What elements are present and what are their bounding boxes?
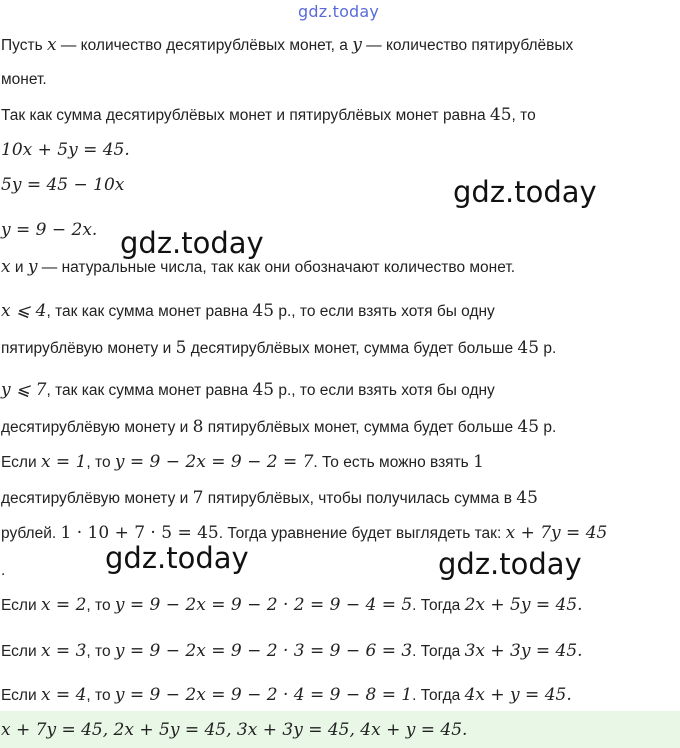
solution-line-8 [1, 300, 495, 323]
solution-line-11 [1, 416, 556, 439]
text: рублей. [1, 525, 61, 542]
math-expression: 1 · 10 + 7 · 5 = 45 [60, 523, 219, 543]
math-number: 45 [252, 380, 275, 400]
math-x: x [1, 257, 11, 277]
text: р., то если взять хотя бы одну [274, 303, 495, 320]
math-number: 45 [517, 338, 540, 358]
math-number: 8 [192, 417, 204, 437]
text: . Тогда уравнение будет выглядеть так: [218, 525, 506, 542]
math-equation: 5y = 45 − 10x [1, 175, 125, 195]
answer-line [1, 719, 467, 742]
text: р. [539, 340, 557, 357]
math-x: x [46, 35, 57, 55]
text: . Тогда [412, 597, 465, 614]
answer-highlight [0, 711, 680, 748]
math-expression: y = 9 − 2x = 9 − 2 · 4 = 9 − 8 = 1 [114, 685, 413, 705]
math-equation: 3x + 3y = 45. [464, 641, 583, 661]
equation-1 [1, 139, 130, 162]
text: , так как сумма монет равна [46, 382, 253, 399]
text: , то [86, 454, 115, 471]
math-answer: x + 7y = 45, 2x + 5y = 45, 3x + 3y = 45, 4x + y = 45. [1, 720, 468, 740]
text: , то [86, 597, 115, 614]
text: , то [86, 643, 115, 660]
math-number: 45 [252, 301, 275, 321]
equation-3 [1, 219, 97, 242]
math-number: 45 [516, 488, 538, 508]
text: десятирублёвых монет, сумма будет больше [186, 340, 518, 357]
text: Если [1, 687, 41, 704]
solution-line-12 [1, 451, 484, 474]
text: , то [86, 687, 115, 704]
text: Если [1, 643, 41, 660]
text: , то [511, 107, 536, 124]
text: Пусть [1, 37, 47, 54]
math-expression: x = 1 [40, 452, 87, 472]
solution-line-14 [1, 522, 607, 545]
text: десятирублёвую монету и [1, 419, 193, 436]
math-expression: x = 3 [40, 641, 87, 661]
math-expression: x = 4 [40, 685, 87, 705]
text: — количество десятирублёвых монет, а [56, 37, 353, 54]
text: Если [1, 597, 41, 614]
math-number: 5 [175, 338, 187, 358]
text: пятирублёвых монет, сумма будет больше [203, 419, 518, 436]
solution-line-10 [1, 379, 495, 402]
math-equation: x + 7y = 45 [505, 523, 608, 543]
math-equation: 4x + y = 45. [464, 685, 572, 705]
text: . [1, 562, 6, 579]
watermark: gdz.today [453, 175, 597, 209]
math-number: 1 [473, 452, 484, 472]
math-y: y [352, 35, 362, 55]
math-equation: y = 9 − 2x. [1, 220, 98, 240]
solution-line-16 [1, 594, 583, 617]
watermark: gdz.today [105, 541, 249, 575]
watermark: gdz.today [438, 547, 582, 581]
solution-line-13 [1, 487, 538, 510]
text: и [10, 259, 28, 276]
text: , так как сумма монет равна [46, 303, 253, 320]
text: — количество пятирублёвых [361, 37, 574, 54]
math-equation: 2x + 5y = 45. [464, 595, 583, 615]
text: р., то если взять хотя бы одну [274, 382, 495, 399]
text: пятирублёвых, чтобы получилась сумма в [203, 490, 517, 507]
math-number: 7 [192, 488, 204, 508]
math-number: 45 [489, 105, 512, 125]
math-y: y [27, 257, 38, 277]
text: . То есть можно взять [313, 454, 474, 471]
solution-line-2 [1, 69, 47, 91]
math-expression: x = 2 [40, 595, 87, 615]
solution-line-17 [1, 640, 583, 663]
math-inequality: x ⩽ 4 [1, 301, 47, 321]
text: десятирублёвую монету и [1, 490, 193, 507]
text: монет. [1, 71, 47, 88]
solution-line-3 [1, 104, 536, 127]
text: . Тогда [412, 687, 465, 704]
text: Если [1, 454, 41, 471]
math-number: 45 [517, 417, 540, 437]
solution-line-15 [1, 560, 5, 582]
equation-2 [1, 174, 124, 197]
math-inequality: y ⩽ 7 [1, 380, 47, 400]
text: р. [539, 419, 557, 436]
text: Так как сумма десятирублёвых монет и пятирублёвых монет равна [1, 107, 490, 124]
watermark-top: gdz.today [298, 2, 380, 21]
watermark: gdz.today [120, 226, 264, 260]
math-equation: 10x + 5y = 45. [1, 140, 130, 160]
math-expression: y = 9 − 2x = 9 − 2 = 7 [114, 452, 314, 472]
solution-line-18 [1, 684, 572, 707]
text: . Тогда [412, 643, 465, 660]
solution-line-9 [1, 337, 556, 360]
solution-line-1 [1, 34, 573, 57]
text: пятирублёвую монету и [1, 340, 176, 357]
text: — натуральные числа, так как они обозначают количество монет. [37, 259, 516, 276]
math-expression: y = 9 − 2x = 9 − 2 · 3 = 9 − 6 = 3 [114, 641, 413, 661]
math-expression: y = 9 − 2x = 9 − 2 · 2 = 9 − 4 = 5 [114, 595, 413, 615]
